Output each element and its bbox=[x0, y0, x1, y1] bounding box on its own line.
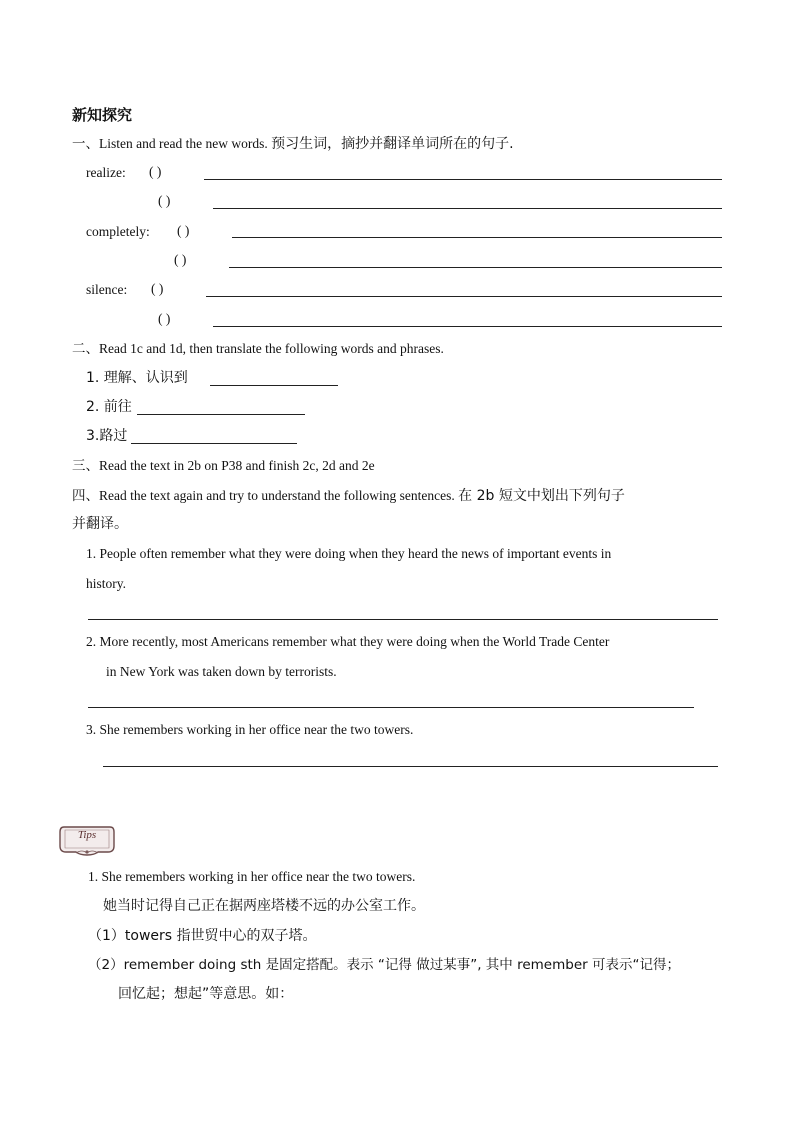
part4-heading bbox=[72, 487, 625, 505]
word-silence: silence: bbox=[86, 282, 128, 297]
part1-heading-en: 一、Listen and read the new words. bbox=[72, 136, 268, 151]
part1-heading bbox=[72, 135, 514, 153]
section-title: 新知探究 bbox=[72, 106, 133, 124]
answer-line[interactable] bbox=[88, 707, 694, 708]
word-completely: completely: bbox=[86, 224, 150, 239]
answer-line[interactable] bbox=[213, 326, 722, 327]
answer-line[interactable] bbox=[131, 443, 297, 444]
sentence-2-line1: 2. More recently, most Americans remember what they were doing when the World Trade Center bbox=[86, 634, 610, 649]
paren-blank[interactable]: ( ) bbox=[149, 164, 162, 179]
part4-heading-en: 四、Read the text again and try to understand the following sentences. bbox=[72, 488, 455, 503]
sentence-1-line2: history. bbox=[86, 576, 126, 591]
part2-heading: 二、Read 1c and 1d, then translate the following words and phrases. bbox=[72, 341, 444, 356]
paren-blank[interactable]: ( ) bbox=[177, 223, 190, 238]
word-realize: realize: bbox=[86, 165, 126, 180]
answer-line[interactable] bbox=[137, 414, 305, 415]
part2-item-1: 1. 理解、认识到 bbox=[86, 370, 188, 386]
part4-heading-cn2: 并翻译。 bbox=[72, 516, 128, 532]
tips-sentence: 1. She remembers working in her office near the two towers. bbox=[88, 869, 416, 884]
part4-heading-cn: 在 2b 短文中划出下列句子 bbox=[458, 488, 625, 504]
sentence-2-line2: in New York was taken down by terrorists. bbox=[106, 664, 337, 679]
paren-blank[interactable]: ( ) bbox=[158, 193, 171, 208]
answer-line[interactable] bbox=[206, 296, 722, 297]
answer-line[interactable] bbox=[88, 619, 718, 620]
part3-heading: 三、Read the text in 2b on P38 and finish 2c, 2d and 2e bbox=[72, 458, 375, 473]
tips-note-1: （1）towers 指世贸中心的双子塔。 bbox=[88, 928, 317, 944]
paren-blank[interactable]: ( ) bbox=[151, 281, 164, 296]
tips-note-2-line2: 回忆起；想起”等意思。如： bbox=[118, 986, 294, 1002]
sentence-1-line1: 1. People often remember what they were doing when they heard the news of important events in bbox=[86, 546, 612, 561]
tips-translation: 她当时记得自己正在据两座塔楼不远的办公室工作。 bbox=[103, 898, 425, 914]
tips-label: Tips bbox=[77, 829, 97, 841]
sentence-3: 3. She remembers working in her office near the two towers. bbox=[86, 722, 414, 737]
answer-line[interactable] bbox=[103, 766, 718, 767]
tips-badge bbox=[58, 824, 116, 856]
paren-blank[interactable]: ( ) bbox=[158, 311, 171, 326]
answer-line[interactable] bbox=[204, 179, 722, 180]
answer-line[interactable] bbox=[213, 208, 722, 209]
part1-heading-cn: 预习生词，摘抄并翻译单词所在的句子. bbox=[271, 136, 514, 152]
part2-item-3: 3.路过 bbox=[86, 428, 128, 444]
part2-item-2: 2. 前往 bbox=[86, 399, 132, 415]
answer-line[interactable] bbox=[229, 267, 722, 268]
paren-blank[interactable]: ( ) bbox=[174, 252, 187, 267]
answer-line[interactable] bbox=[232, 237, 722, 238]
tips-note-2-line1: （2）remember doing sth 是固定搭配。表示 “记得 做过某事”, 其中 remember 可表示“记得； bbox=[88, 957, 680, 973]
answer-line[interactable] bbox=[210, 385, 338, 386]
